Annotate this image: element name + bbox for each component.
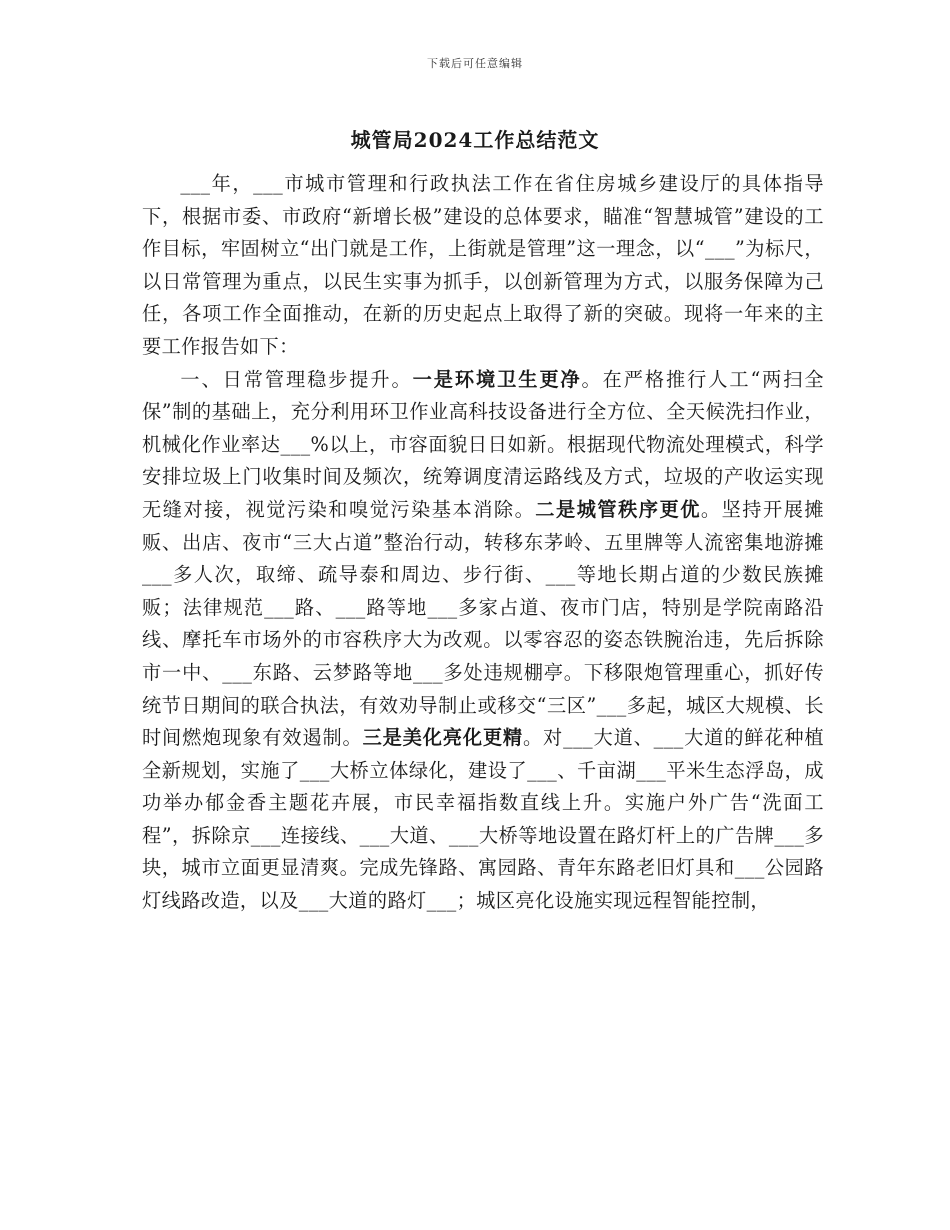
- paragraph-intro: [142, 168, 824, 364]
- text-segment: 一、日常管理稳步提升。: [180, 367, 413, 391]
- header-note: 下载后可任意编辑: [427, 57, 523, 70]
- document-title: 城管局2024工作总结范文: [350, 128, 600, 152]
- bold-heading-beautify: 三是美化亮化更精: [362, 726, 523, 750]
- bold-heading-environment: 一是环境卫生更净: [412, 367, 582, 391]
- text-segment: 。在严格推行人工“两扫全保”制的基础上，充分利用环卫作业高科技设备进行全方位、全天候洗扫作业，机械化作业率达___%以上，市容面貌日日如新。根据现代物流处理模式，科学安排垃圾上门收集时间及频次，统筹调度清运路线及方式，垃圾的产收运实现无缝对接，视觉污染和嗅觉污染基本消除。: [142, 367, 824, 521]
- text-segment: 。对___大道、___大道的鲜花种植全新规划，实施了___大桥立体绿化，建设了___、千亩湖___平米生态浮岛，成功举办郁金香主题花卉展，市民幸福指数直线上升。实施户外广告“洗面工程”，拆除京___连接线、___大道、___大桥等地设置在路灯杆上的广告牌___多块，城市立面更显清爽。完成先锋路、寓园路、青年东路老旧灯具和___公园路灯线路改造，以及___大道的路灯___；城区亮化设施实现远程智能控制，: [142, 726, 824, 913]
- bold-heading-order: 二是城管秩序更优: [535, 497, 701, 521]
- text-segment: 。坚持开展摊贩、出店、夜市“三大占道”整治行动，转移东茅岭、五里牌等人流密集地游摊___多人次，取缔、疏导泰和周边、步行街、___等地长期占道的少数民族摊贩；法律规范___路、___路等地___多家占道、夜市门店，特别是学院南路沿线、摩托车市场外的市容秩序大为改观。以零容忍的姿态铁腕治违，先后拆除市一中、___东路、云梦路等地___多处违规棚亭。下移限炮管理重心，抓好传统节日期间的联合执法，有效劝导制止或移交“三区”___多起，城区大规模、长时间燃炮现象有效遏制。: [142, 497, 824, 750]
- paragraph-daily-management: [142, 364, 824, 918]
- text-segment: ___年，___市城市管理和行政执法工作在省住房城乡建设厅的具体指导下，根据市委、市政府“新增长极”建设的总体要求，瞄准“智慧城管”建设的工作目标，牢固树立“出门就是工作，上街就是管理”这一理念，以“___”为标尺，以日常管理为重点，以民生实事为抓手，以创新管理为方式，以服务保障为己任，各项工作全面推动，在新的历史起点上取得了新的突破。现将一年来的主要工作报告如下：: [142, 172, 824, 358]
- document-body: [142, 168, 824, 918]
